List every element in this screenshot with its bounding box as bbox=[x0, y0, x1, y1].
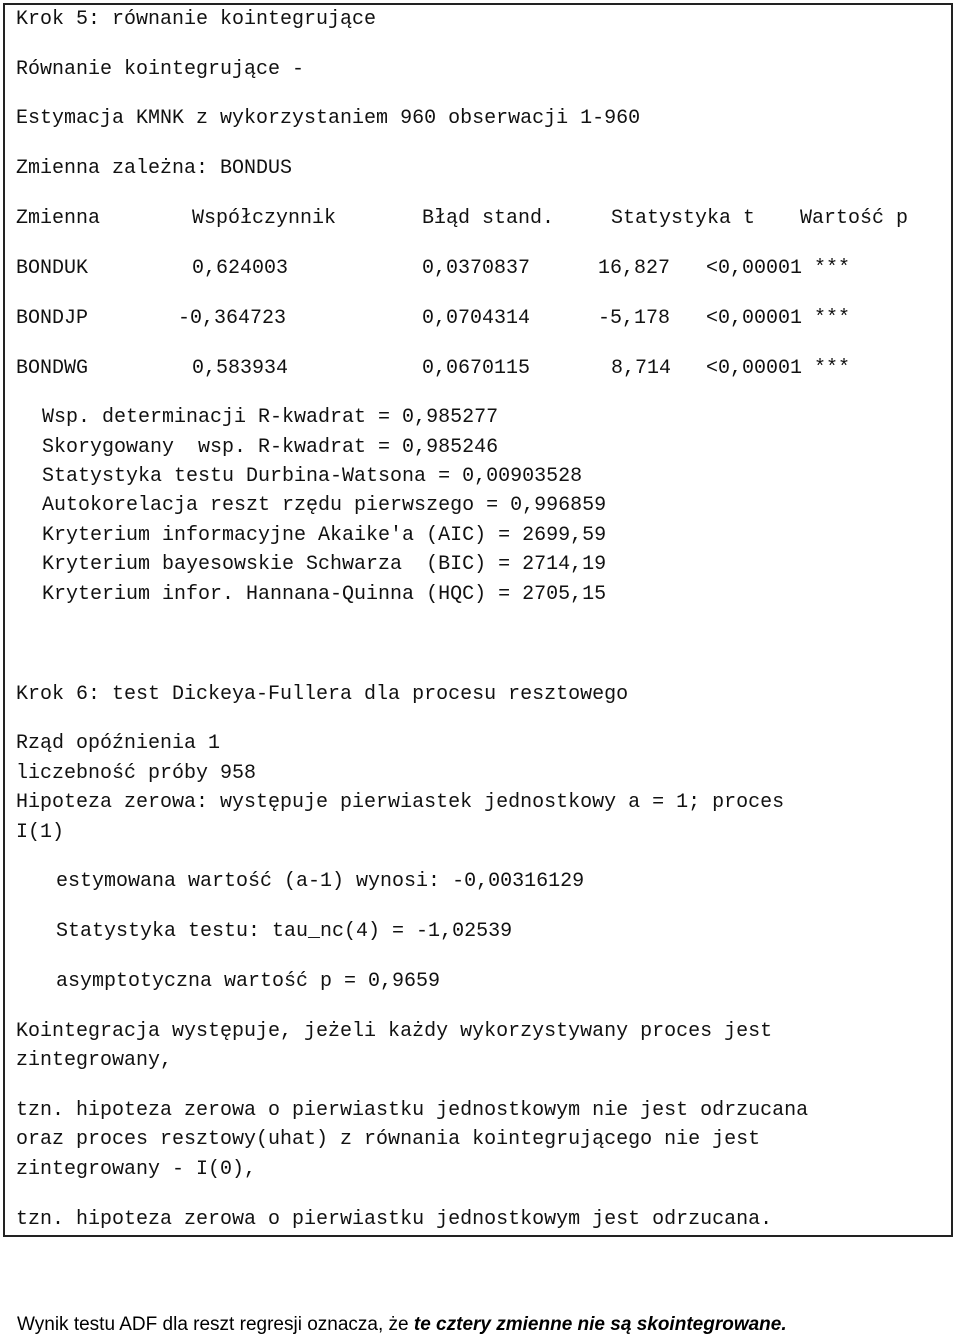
conclusion-plain: Wynik testu ADF dla reszt regresji oznacza, że bbox=[17, 1314, 414, 1335]
cell-std-error: 0,0370837 bbox=[422, 257, 531, 280]
cell-std-error: 0,0704314 bbox=[422, 307, 531, 330]
cell-coefficient: 0,624003 bbox=[192, 257, 289, 280]
note-line: tzn. hipoteza zerowa o pierwiastku jednostkowym jest odrzucana. bbox=[16, 1208, 773, 1231]
cell-coefficient: 0,583934 bbox=[192, 357, 289, 380]
stat-line: Kryterium infor. Hannana-Quinna (HQC) = 2705,15 bbox=[42, 583, 607, 606]
header-std-error: Błąd stand. bbox=[422, 207, 555, 230]
stat-line: Wsp. determinacji R-kwadrat = 0,985277 bbox=[42, 406, 499, 429]
test-statistic: Statystyka testu: tau_nc(4) = -1,02539 bbox=[56, 920, 513, 943]
note-line: oraz proces resztowy(uhat) z równania kointegrującego nie jest bbox=[16, 1128, 761, 1151]
header-coefficient: Współczynnik bbox=[192, 207, 337, 230]
cell-p-value: <0,00001 *** bbox=[706, 357, 851, 380]
cell-std-error: 0,0670115 bbox=[422, 357, 531, 380]
cell-t-stat: 16,827 bbox=[598, 257, 671, 280]
header-p-value: Wartość p bbox=[800, 207, 909, 230]
cell-variable: BONDUK bbox=[16, 257, 89, 280]
lag-order: Rząd opóźnienia 1 bbox=[16, 732, 221, 755]
asymptotic-p-value: asymptotyczna wartość p = 0,9659 bbox=[56, 970, 441, 993]
cell-p-value: <0,00001 *** bbox=[706, 257, 851, 280]
header-variable: Zmienna bbox=[16, 207, 101, 230]
note-line: tzn. hipoteza zerowa o pierwiastku jednostkowym nie jest odrzucana bbox=[16, 1099, 809, 1122]
equation-title: Równanie kointegrujące - bbox=[16, 58, 305, 81]
stat-line: Kryterium bayesowskie Schwarza (BIC) = 2714,19 bbox=[42, 553, 607, 576]
conclusion-emphasis: te cztery zmienne nie są skointegrowane. bbox=[413, 1314, 787, 1335]
stat-line: Skorygowany wsp. R-kwadrat = 0,985246 bbox=[42, 436, 499, 459]
cell-t-stat: -5,178 bbox=[598, 307, 671, 330]
step6-heading: Krok 6: test Dickeya-Fullera dla procesu resztowego bbox=[16, 683, 629, 706]
cell-coefficient: -0,364723 bbox=[178, 307, 287, 330]
note-line: Kointegracja występuje, jeżeli każdy wykorzystywany proces jest bbox=[16, 1020, 773, 1043]
cell-variable: BONDJP bbox=[16, 307, 89, 330]
sample-size: liczebność próby 958 bbox=[16, 762, 257, 785]
cell-variable: BONDWG bbox=[16, 357, 89, 380]
conclusion-text bbox=[17, 1314, 787, 1336]
null-hypothesis-line2: I(1) bbox=[16, 821, 65, 844]
note-line: zintegrowany - I(0), bbox=[16, 1158, 257, 1181]
dependent-variable: Zmienna zależna: BONDUS bbox=[16, 157, 293, 180]
header-t-stat: Statystyka t bbox=[611, 207, 756, 230]
cell-t-stat: 8,714 bbox=[611, 357, 672, 380]
estimated-value: estymowana wartość (a-1) wynosi: -0,00316129 bbox=[56, 870, 585, 893]
null-hypothesis-line1: Hipoteza zerowa: występuje pierwiastek jednostkowy a = 1; proces bbox=[16, 791, 785, 814]
stat-line: Statystyka testu Durbina-Watsona = 0,00903528 bbox=[42, 465, 583, 488]
stat-line: Autokorelacja reszt rzędu pierwszego = 0,996859 bbox=[42, 494, 607, 517]
stat-line: Kryterium informacyjne Akaike'a (AIC) = 2699,59 bbox=[42, 524, 607, 547]
note-line: zintegrowany, bbox=[16, 1049, 173, 1072]
step5-heading: Krok 5: równanie kointegrujące bbox=[16, 8, 377, 31]
cell-p-value: <0,00001 *** bbox=[706, 307, 851, 330]
estimation-line: Estymacja KMNK z wykorzystaniem 960 obserwacji 1-960 bbox=[16, 107, 641, 130]
